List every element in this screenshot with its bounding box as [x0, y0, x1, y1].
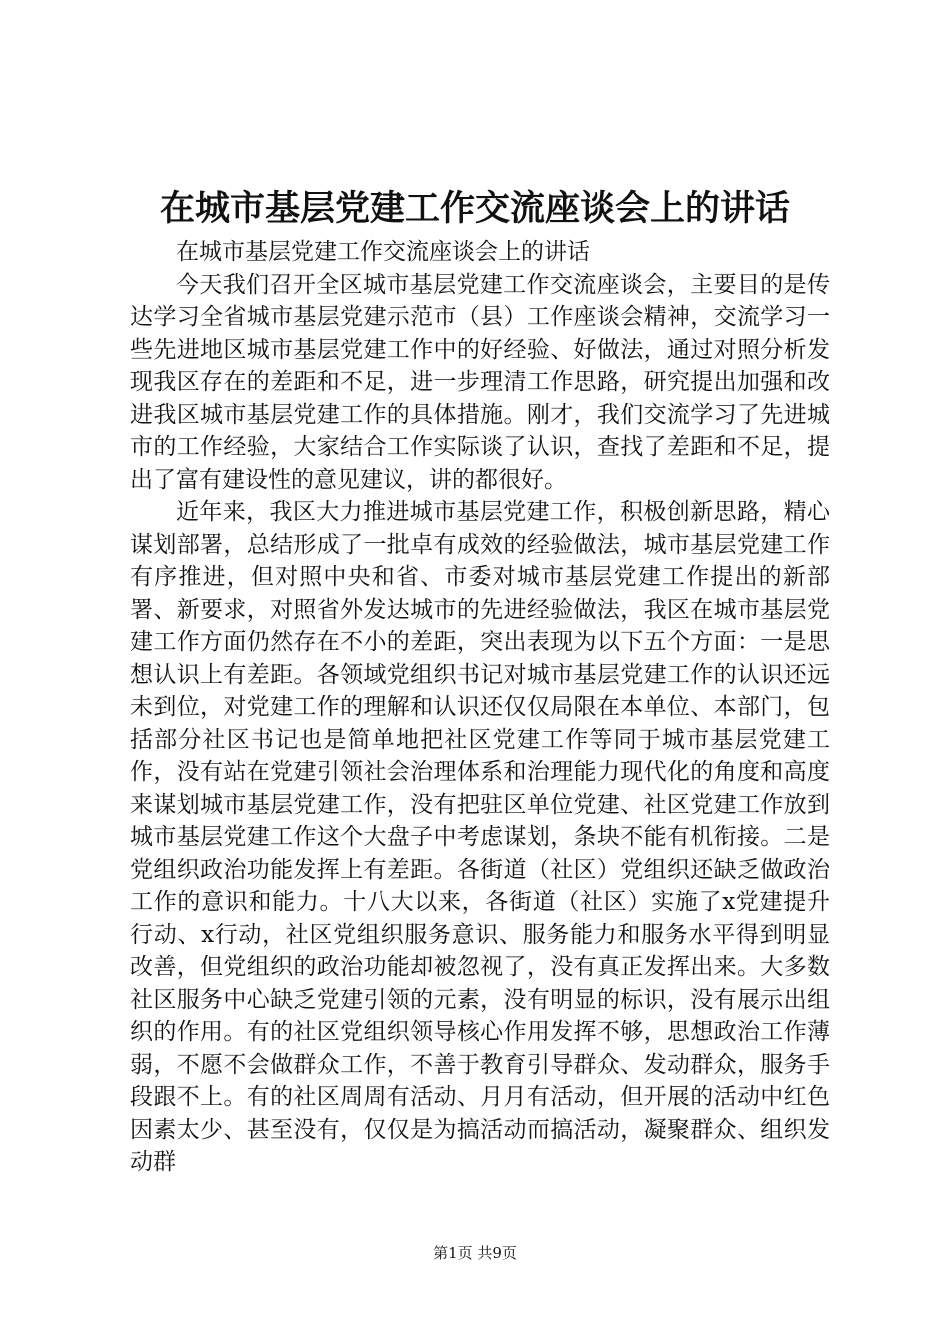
body-paragraph: 近年来，我区大力推进城市基层党建工作，积极创新思路，精心谋划部署，总结形成了一批卓有成效的经验做法，城市基层党建工作有序推进，但对照中央和省、市委对城市基层党建工作提出的新部署、新要求，对照省外发达城市的先进经验做法，我区在城市基层党建工作方面仍然存在不小的差距，突出表现为以下五个方面：一是思想认识上有差距。各领域党组织书记对城市基层党建工作的认识还远未到位，对党建工作的理解和认识还仅仅局限在本单位、本部门，包括部分社区书记也是简单地把社区党建工作等同于城市基层党建工作，没有站在党建引领社会治理体系和治理能力现代化的角度和高度来谋划城市基层党建工作，没有把驻区单位党建、社区党建工作放到城市基层党建工作这个大盘子中考虑谋划，条块不能有机衔接。二是党组织政治功能发挥上有差距。各街道（社区）党组织还缺乏做政治工作的意识和能力。十八大以来，各街道（社区）实施了x党建提升行动、x行动，社区党组织服务意识、服务能力和服务水平得到明显改善，但党组织的政治功能却被忽视了，没有真正发挥出来。大多数社区服务中心缺乏党建引领的元素，没有明显的标识，没有展示出组织的作用。有的社区党组织领导核心作用发挥不够，思想政治工作薄弱，不愿不会做群众工作，不善于教育引导群众、发动群众，服务手段跟不上。有的社区周周有活动、月月有活动，但开展的活动中红色因素太少、甚至没有，仅仅是为搞活动而搞活动，凝聚群众、组织发动群: [130, 499, 830, 1175]
document-body: [130, 236, 830, 1179]
subtitle-paragraph: 在城市基层党建工作交流座谈会上的讲话: [176, 239, 590, 265]
page-number: 第1页 共9页: [433, 1244, 517, 1262]
page-footer: [0, 1243, 950, 1263]
body-paragraph: 今天我们召开全区城市基层党建工作交流座谈会，主要目的是传达学习全省城市基层党建示范市（县）工作座谈会精神，交流学习一些先进地区城市基层党建工作中的好经验、好做法，通过对照分析发现我区存在的差距和不足，进一步理清工作思路，研究提出加强和改进我区城市基层党建工作的具体措施。刚才，我们交流学习了先进城市的工作经验，大家结合工作实际谈了认识，查找了差距和不足，提出了富有建设性的意见建议，讲的都很好。: [130, 271, 830, 493]
document-title: 在城市基层党建工作交流座谈会上的讲话: [159, 188, 790, 229]
